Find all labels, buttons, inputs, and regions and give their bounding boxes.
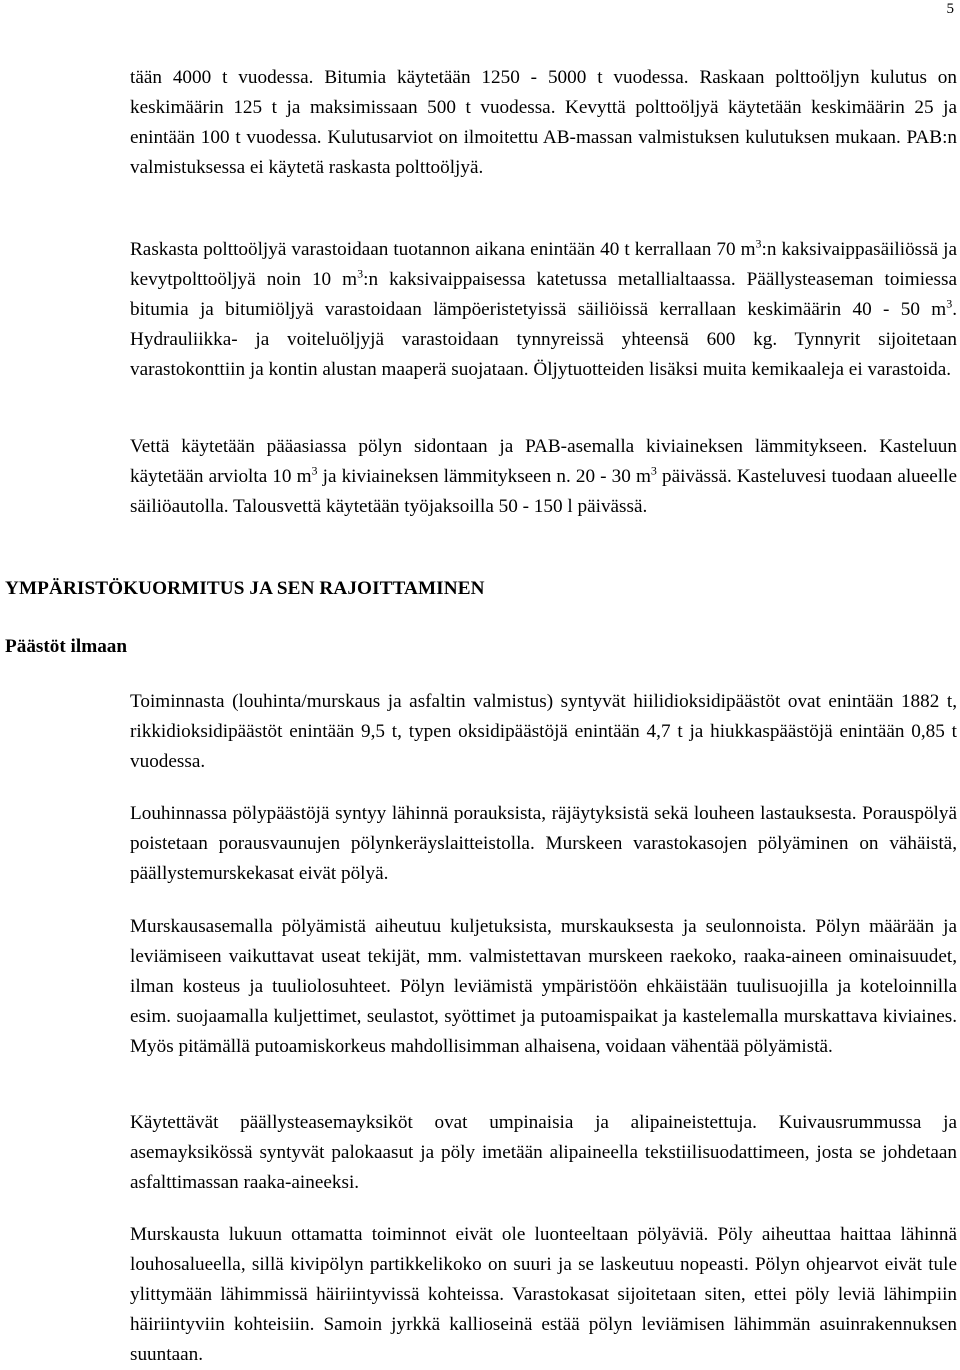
paragraph-oil-storage xyxy=(130,235,957,385)
paragraph-asphalt-plant xyxy=(130,1108,957,1198)
paragraph-text: Toiminnasta (louhinta/murskaus ja asfaltin valmistus) syntyvät hiilidioksidipäästöt ovat enintään 1882 t, rikkidioksidipäästöt enintään 9,5 t, typen oksidipäästöjä enintään 4,7 t ja hiukkaspäästöjä enintään 0,85 t vuodessa. xyxy=(130,691,957,772)
subsection-heading: Päästöt ilmaan xyxy=(5,636,128,657)
section-heading: YMPÄRISTÖKUORMITUS JA SEN RAJOITTAMINEN xyxy=(5,578,485,599)
text-run: päivässä. Kasteluvesi tuodaan alueelle säiliöautolla. Talousvettä käytetään työjaksoilla 50 - 150 l päivässä. xyxy=(130,466,957,517)
paragraph-text: tään 4000 t vuodessa. Bitumia käytetään 1250 - 5000 t vuodessa. Raskaan polttoöljyn kulutus on keskimäärin 125 t ja maksimissaan 500 t vuodessa. Kevyttä polttoöljyä käytetään keskimäärin 25 ja enintään 100 t vuodessa. Kulutusarviot on ilmoitettu AB-massan valmistuksen kulutuksen mukaan. PAB:n valmistuksessa ei käytetä raskasta polttoöljyä. xyxy=(130,67,957,178)
superscript: 3 xyxy=(755,236,762,251)
page-number: 5 xyxy=(946,1,954,17)
paragraph-text: Louhinnassa pölypäästöjä syntyy lähinnä porauksista, räjäytyksistä sekä louheen lastauksesta. Porauspölyä poistetaan porausvaunujen pölynkeräyslaitteistolla. Murskeen varastokasojen pölyäminen on vähäistä, päällystemurskekasat eivät pölyä. xyxy=(130,803,957,884)
paragraph-text xyxy=(130,432,957,522)
paragraph-text xyxy=(130,235,957,385)
paragraph-text: Murskausasemalla pölyämistä aiheutuu kuljetuksista, murskauksesta ja seulonnoista. Pölyn määrään ja leviämiseen vaikuttavat useat tekijät, mm. valmistettavan murskeen raekoko, raaka-aineen ominaisuudet, ilman kosteus ja tuuliolosuhteet. Pölyn leviämistä ympäristöön ehkäistään tuulisuojilla ja koteloinnilla esim. suojaamalla kuljettimet, seulastot, syöttimet ja putoamispaikat ja kastelemalla murskattava kiviaines. Myös pitämällä putoamiskorkeus mahdollisimman alhaisena, voidaan vähentää pölyämistä. xyxy=(130,916,957,1057)
paragraph-crushing-dust xyxy=(130,912,957,1062)
superscript: 3 xyxy=(650,463,657,478)
text-run: Raskasta polttoöljyä varastoidaan tuotannon aikana enintään 40 t kerrallaan 70 m xyxy=(130,239,756,260)
superscript: 3 xyxy=(946,296,953,311)
paragraph-quarrying-dust xyxy=(130,799,957,889)
paragraph-dust-spread xyxy=(130,1220,957,1370)
paragraph-emissions xyxy=(130,687,957,777)
paragraph-text: Käytettävät päällysteasemayksiköt ovat umpinaisia ja alipaineistettuja. Kuivausrummussa ja asemayksikössä syntyvät palokaasut ja pöly imetään alipaineella tekstiilisuodattimeen, josta se johdetaan asfalttimassan raaka-aineeksi. xyxy=(130,1112,957,1193)
text-run: :n kaksivaippaisessa katetussa metallialtaassa. Päällysteaseman toimiessa bitumia ja bitumiöljyä varastoidaan lämpöeristetyissä säiliöissä kerrallaan keskimäärin 40 - 50 m xyxy=(130,269,957,320)
superscript: 3 xyxy=(357,266,364,281)
superscript: 3 xyxy=(311,463,318,478)
text-run: :n kaksivaippasäiliössä ja kevytpolttoöljyä noin 10 m xyxy=(130,239,957,290)
text-run: . Hydrauliikka- ja voiteluöljyjä varastoidaan tynnyreissä yhteensä 600 kg. Tynnyrit sijoitetaan varastokonttiin ja kontin alustan maaperä suojataan. Öljytuotteiden lisäksi muita kemikaaleja ei varastoida. xyxy=(130,299,957,380)
text-run: Vettä käytetään pääasiassa pölyn sidontaan ja PAB-asemalla kiviaineksen lämmitykseen. Kasteluun käytetään arviolta 10 m xyxy=(130,436,957,487)
paragraph-text: Murskausta lukuun ottamatta toiminnot eivät ole luonteeltaan pölyäviä. Pöly aiheuttaa haittaa lähinnä louhosalueella, sillä kivipölyn partikkelikoko on suuri ja se laskeutuu nopeasti. Pölyn ohjearvot eivät tule ylittymään lähimmissä häiriintyvissä kohteissa. Varastokasat sijoitetaan siten, ettei pöly leviä lähimpiin häiriintyviin kohteisiin. Samoin jyrkkä kallioseinä estää pölyn leviämisen lähimmän asuinrakennuksen suuntaan. xyxy=(130,1224,957,1365)
paragraph-fuel-consumption xyxy=(130,63,957,183)
paragraph-water-use xyxy=(130,432,957,522)
text-run: ja kiviaineksen lämmitykseen n. 20 - 30 m xyxy=(317,466,651,487)
